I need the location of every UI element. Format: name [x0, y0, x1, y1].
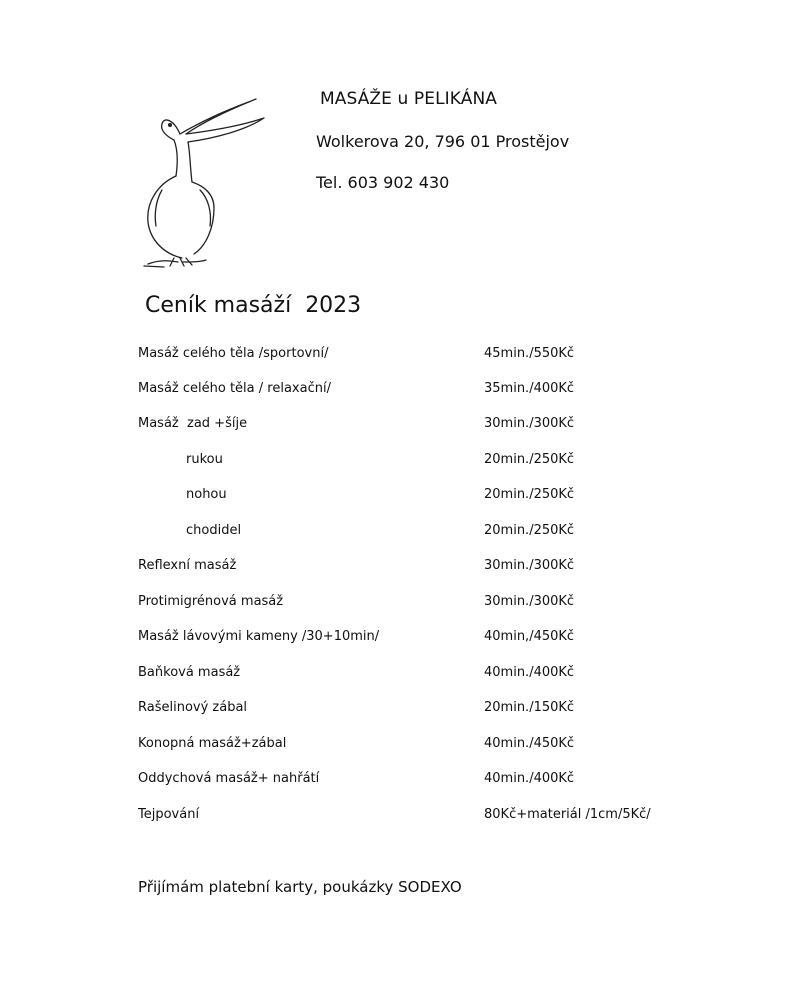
- list-item: [0, 665, 800, 687]
- list-item: [0, 452, 800, 474]
- service-price: 35min./400Kč: [484, 381, 575, 396]
- list-item: [0, 346, 800, 368]
- service-name: Masáž celého těla /sportovní/: [138, 346, 329, 361]
- business-address: Wolkerova 20, 796 01 Prostějov: [316, 132, 570, 151]
- business-name: MASÁŽE u PELIKÁNA: [320, 89, 498, 109]
- service-name: rukou: [186, 452, 223, 467]
- service-name: Tejpování: [138, 807, 200, 822]
- list-item: [0, 558, 800, 580]
- service-name: Masáž lávovými kameny /30+10min/: [138, 629, 380, 644]
- service-price: 40min./450Kč: [484, 736, 575, 751]
- service-price: 40min,/450Kč: [484, 629, 575, 644]
- service-price: 20min./250Kč: [484, 452, 575, 467]
- service-name: chodidel: [186, 523, 242, 538]
- service-price: 20min./250Kč: [484, 487, 575, 502]
- list-item: [0, 381, 800, 403]
- list-item: [0, 807, 800, 829]
- service-price: 80Kč+materiál /1cm/5Kč/: [484, 807, 651, 822]
- service-name: Oddychová masáž+ nahřátí: [138, 771, 320, 786]
- service-name: Protimigrénová masáž: [138, 594, 284, 609]
- service-name: Masáž celého těla / relaxační/: [138, 381, 331, 396]
- service-name: Konopná masáž+zábal: [138, 736, 287, 751]
- list-item: [0, 700, 800, 722]
- list-item: [0, 487, 800, 509]
- service-price: 20min./250Kč: [484, 523, 575, 538]
- list-item: [0, 771, 800, 793]
- list-item: [0, 629, 800, 651]
- service-name: Rašelinový zábal: [138, 700, 248, 715]
- list-item: [0, 416, 800, 438]
- service-price: 40min./400Kč: [484, 771, 575, 786]
- service-name: Reflexní masáž: [138, 558, 237, 573]
- list-item: [0, 594, 800, 616]
- service-price: 45min./550Kč: [484, 346, 575, 361]
- service-name: Baňková masáž: [138, 665, 241, 680]
- page-title: Ceník masáží 2023: [145, 293, 362, 318]
- service-name: nohou: [186, 487, 227, 502]
- payment-note: Přijímám platební karty, poukázky SODEXO: [138, 878, 462, 896]
- service-price: 30min./300Kč: [484, 416, 575, 431]
- business-phone: Tel. 603 902 430: [316, 173, 450, 192]
- service-price: 40min./400Kč: [484, 665, 575, 680]
- service-price: 20min./150Kč: [484, 700, 575, 715]
- list-item: [0, 736, 800, 758]
- service-price: 30min./300Kč: [484, 558, 575, 573]
- service-price: 30min./300Kč: [484, 594, 575, 609]
- list-item: [0, 523, 800, 545]
- service-name: Masáž zad +šíje: [138, 416, 248, 431]
